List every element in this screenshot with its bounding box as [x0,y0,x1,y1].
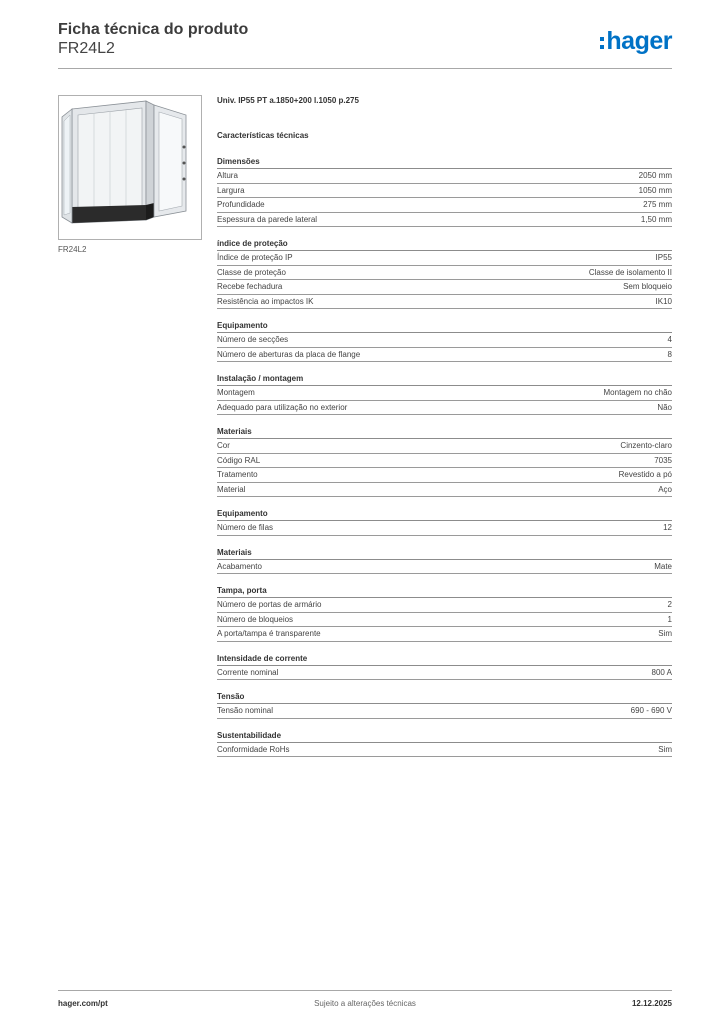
spec-label: Número de aberturas da placa de flange [217,349,361,359]
spec-label: Índice de proteção IP [217,253,293,262]
spec-row [217,627,672,642]
spec-value: Cinzento-claro [620,441,672,450]
spec-value: 2050 mm [638,171,672,180]
spec-label: Largura [217,185,245,195]
section-title: Equipamento [217,507,672,521]
spec-row [217,213,672,228]
spec-row [217,439,672,454]
spec-label: Espessura da parede lateral [217,214,318,224]
spec-value: 12 [663,523,672,532]
spec-label: Código RAL [217,455,261,465]
spec-row [217,743,672,758]
spec-value: Sem bloqueio [623,282,672,291]
spec-label: Resistência ao impactos IK [217,296,314,306]
section-title: índice de proteção [217,237,672,251]
spec-section [217,729,672,758]
hager-logo [600,28,672,54]
spec-label: Número de portas de armário [217,600,322,609]
spec-value: Classe de isolamento II [588,267,672,277]
spec-label: Profundidade [217,200,265,209]
spec-label: Número de bloqueios [217,614,294,624]
spec-label: Adequado para utilização no exterior [217,402,348,412]
page-header [58,20,672,70]
document-title: Ficha técnica do produto [58,21,249,38]
footer-date: 12.12.2025 [631,999,672,1008]
product-image [58,95,202,240]
spec-label: A porta/tampa é transparente [217,629,321,638]
spec-section [217,584,672,642]
product-name: Univ. IP55 PT a.1850+200 l.1050 p.275 [217,96,359,105]
spec-value: IK10 [655,296,672,306]
spec-row [217,348,672,363]
product-code: FR24L2 [58,40,115,57]
spec-row [217,184,672,199]
spec-row [217,333,672,348]
spec-row [217,468,672,483]
spec-sections [217,155,672,757]
spec-value: Aço [658,484,672,494]
spec-value: 4 [667,335,672,344]
spec-section [217,507,672,536]
spec-row [217,280,672,295]
section-title: Instalação / montagem [217,372,672,386]
spec-section [217,425,672,497]
spec-label: Tratamento [217,470,258,479]
spec-row [217,386,672,401]
spec-value: 800 A [651,667,672,677]
section-title: Sustentabilidade [217,729,672,743]
spec-label: Recebe fechadura [217,282,283,291]
spec-value: Montagem no chão [603,388,672,397]
spec-row [217,521,672,536]
spec-row [217,613,672,628]
spec-label: Classe de proteção [217,267,286,277]
section-title: Dimensões [217,155,672,169]
spec-row [217,560,672,575]
spec-value: 1050 mm [638,185,672,195]
spec-label: Cor [217,441,230,450]
section-title: Tampa, porta [217,584,672,598]
spec-label: Conformidade RoHs [217,744,290,754]
spec-label: Número de filas [217,523,274,532]
spec-value: 1 [667,614,672,624]
spec-row [217,266,672,281]
spec-row [217,251,672,266]
spec-label: Acabamento [217,561,262,571]
spec-label: Altura [217,171,238,180]
footer-website: hager.com/pt [58,999,108,1008]
spec-row [217,198,672,213]
spec-value: 690 - 690 V [630,706,672,715]
enclosure-cabinet-icon [58,95,202,240]
section-title: Materiais [217,425,672,439]
spec-section [217,546,672,575]
spec-label: Tensão nominal [217,706,274,715]
spec-value: Não [657,402,672,412]
spec-section [217,155,672,227]
section-title: Equipamento [217,319,672,333]
spec-value: Sim [658,744,672,754]
spec-row [217,483,672,498]
logo-dots-icon [600,37,604,49]
spec-value: 7035 [654,455,672,465]
spec-value: IP55 [655,253,672,262]
spec-value: 2 [667,600,672,609]
spec-value: Sim [658,629,672,638]
specs-heading: Características técnicas [217,131,309,140]
footer-notice: Sujeito a alterações técnicas [314,999,416,1008]
spec-value: 8 [667,349,672,359]
spec-section [217,319,672,362]
page-footer [58,990,672,1011]
section-title: Materiais [217,546,672,560]
spec-label: Material [217,484,246,494]
logo-text: hager [606,27,672,55]
spec-label: Número de secções [217,335,289,344]
spec-row [217,704,672,719]
spec-value: Revestido a pó [618,470,672,479]
spec-section [217,372,672,415]
spec-content [217,96,672,757]
spec-row [217,666,672,681]
spec-value: Mate [654,561,672,571]
spec-row [217,295,672,310]
spec-value: 1,50 mm [640,214,672,224]
header-divider [58,68,672,69]
spec-section [217,652,672,681]
spec-row [217,454,672,469]
spec-value: 275 mm [643,200,672,209]
spec-row [217,169,672,184]
section-title: Intensidade de corrente [217,652,672,666]
spec-section [217,690,672,719]
spec-label: Montagem [217,388,255,397]
spec-label: Corrente nominal [217,667,279,677]
spec-row [217,401,672,416]
image-caption: FR24L2 [58,245,87,254]
spec-section [217,237,672,309]
section-title: Tensão [217,690,672,704]
spec-row [217,598,672,613]
